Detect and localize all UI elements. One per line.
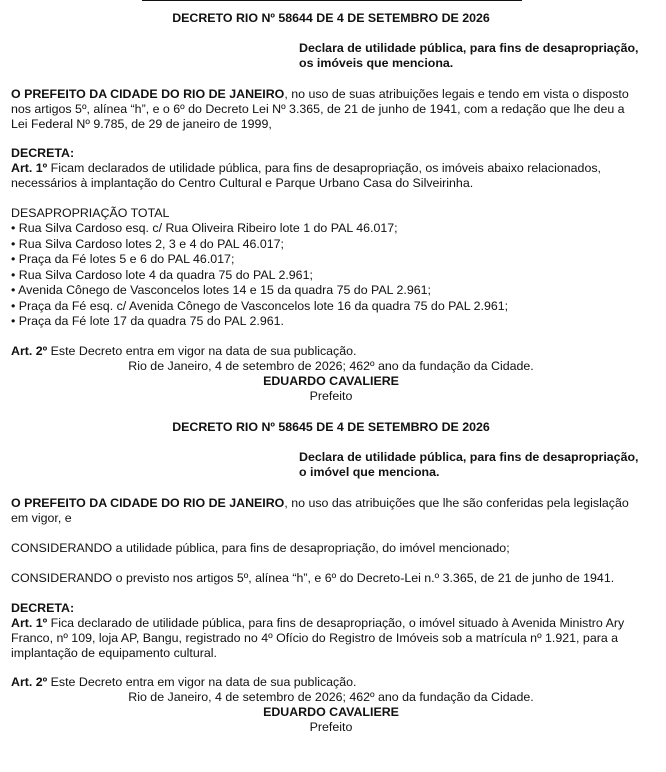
place-date: Rio de Janeiro, 4 de setembro de 2026; 462º ano da fundação da Cidade. [128,689,534,704]
property-list-item: • Rua Silva Cardoso lotes 2, 3 e 4 do PAL 46.017; [11,236,284,251]
preamble-text: , no uso de suas atribuições legais e tendo em vista o disposto [284,87,629,101]
article-text: Este Decreto entra em vigor na data de sua publicação. [47,674,357,689]
ementa-line: Declara de utilidade pública, para fins de desapropriação, [299,449,639,464]
place-date: Rio de Janeiro, 4 de setembro de 2026; 462º ano da fundação da Cidade. [128,358,534,373]
article-label: Art. 2º [11,343,48,358]
preamble [11,496,651,526]
decree-58644 [11,11,651,404]
preamble-author: O PREFEITO DA CIDADE DO RIO DE JANEIRO [11,495,285,510]
preamble [11,87,651,132]
property-list-item: • Avenida Cônego de Vasconcelos lotes 14 e 15 da quadra 75 do PAL 2.961; [11,283,431,297]
decreta-heading: DECRETA: [11,600,75,615]
decree-ementa [299,41,651,71]
decree-58645 [11,420,651,735]
ementa-line: Declara de utilidade pública, para fins de desapropriação, [299,41,639,55]
property-list-item: • Rua Silva Cardoso esq. c/ Rua Oliveira Ribeiro lote 1 do PAL 46.017; [11,221,398,235]
list-heading: DESAPROPRIAÇÃO TOTAL [11,206,170,220]
decreta-heading: DECRETA: [11,146,75,160]
article-1 [11,616,651,661]
property-list-item: • Rua Silva Cardoso lote 4 da quadra 75 do PAL 2.961; [11,267,313,282]
article-2 [11,675,651,690]
preamble-text: em vigor, e [11,510,72,525]
gazette-page [11,11,651,735]
considerando: CONSIDERANDO a utilidade pública, para fins de desapropriação, do imóvel mencionado; [11,540,510,555]
ementa-line: os imóveis que menciona. [299,56,454,70]
signer-role: Prefeito [309,388,353,403]
article-label: Art. 1º [11,161,48,175]
article-text: Ficam declarados de utilidade pública, para fins de desapropriação, os imóveis abaixo relacionados, [47,161,601,175]
property-list-item: • Praça da Fé lote 17 da quadra 75 do PAL 2.961. [11,314,284,328]
article-2 [11,344,651,359]
considerando: CONSIDERANDO o previsto nos artigos 5º, alínea “h”, e 6º do Decreto-Lei n.º 3.365, de 21 de junho de 1941. [11,570,615,585]
top-rule [142,0,522,1]
article-text: necessários à implantação do Centro Cultural e Parque Urbano Casa do Silveirinha. [11,176,474,190]
preamble-text: nos artigos 5º, alínea “h”, e o 6º do Decreto Lei Nº 3.365, de 21 de junho de 1941, com a redação que lhe deu a [11,102,625,116]
property-list [11,221,651,330]
article-1 [11,161,651,191]
preamble-text: Lei Federal Nº 9.785, de 29 de janeiro de 1999, [11,117,272,131]
decree-title: DECRETO RIO Nº 58645 DE 4 DE SETEMBRO DE 2026 [172,419,490,434]
ementa-line: o imóvel que menciona. [299,464,440,479]
signer-name: EDUARDO CAVALIERE [263,704,399,719]
article-text: Franco, nº 109, loja AP, Bangu, registrado no 4º Ofício do Registro de Imóveis sob a matrícula nº 1.921, para a [11,630,619,645]
article-label: Art. 2º [11,674,48,689]
article-text: implantação de equipamento cultural. [11,645,217,660]
signer-role: Prefeito [309,719,353,734]
preamble-author: O PREFEITO DA CIDADE DO RIO DE JANEIRO [11,87,285,101]
article-text: Este Decreto entra em vigor na data de sua publicação. [47,343,357,358]
property-list-item: • Praça da Fé lotes 5 e 6 do PAL 46.017; [11,252,235,266]
decree-title: DECRETO RIO Nº 58644 DE 4 DE SETEMBRO DE 2026 [172,11,490,25]
article-label: Art. 1º [11,615,48,630]
preamble-text: , no uso das atribuições que lhe são conferidas pela legislação [284,495,629,510]
decree-ementa [299,450,651,480]
signer-name: EDUARDO CAVALIERE [263,373,399,388]
property-list-item: • Praça da Fé esq. c/ Avenida Cônego de Vasconcelos lote 16 da quadra 75 do PAL 2.961; [11,298,509,313]
article-text: Fica declarado de utilidade pública, para fins de desapropriação, o imóvel situado à Avenida Ministro Ary [47,615,625,630]
